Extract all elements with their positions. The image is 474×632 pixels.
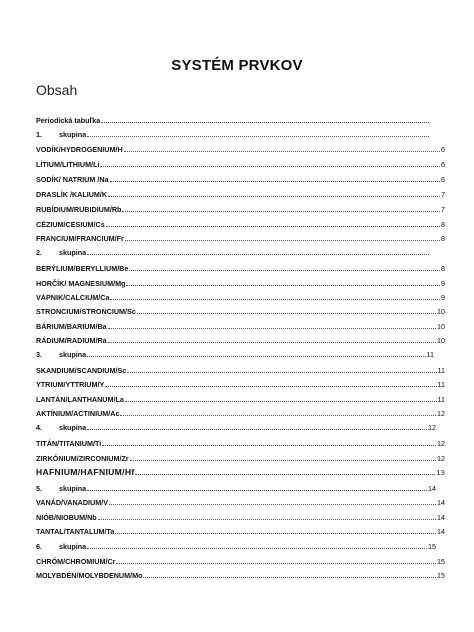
toc-leader-dots [143,570,436,578]
toc-page-number: 12 [428,423,436,432]
toc-item-row[interactable] [36,278,445,289]
toc-item-row[interactable] [36,497,445,508]
toc-item-row[interactable] [36,233,445,244]
toc-top-row[interactable] [36,115,430,126]
toc-entry-label: CHRÓM/CHROMIUM/Cr [36,557,116,566]
toc-leader-dots [129,263,440,271]
toc-leader-dots [109,497,436,505]
toc-page-number: 6 [441,175,445,184]
toc-page-number: 7 [441,205,445,214]
toc-page-number: 6 [441,145,445,154]
toc-leader-dots [102,438,436,446]
toc-leader-dots [125,233,440,241]
toc-entry-label: skupina [59,484,87,493]
toc-entry-label: skupina [59,350,87,359]
toc-page-number: 6 [441,160,445,169]
toc-entry-label: RUBÍDIUM/RUBIDIUM/Rb [36,205,122,214]
toc-leader-dots [100,159,440,167]
toc-entry-label: skupina [59,130,87,139]
toc-page-number: 14 [428,484,436,493]
toc-page-number: 7 [441,190,445,199]
toc-leader-dots [87,349,425,357]
toc-leader-dots [126,278,440,286]
toc-page-number: 15 [437,557,445,566]
toc-entry-label: ZIRKÓNIUM/ZIRCONIUM/Zr [36,454,129,463]
toc-page-number: 11 [437,395,445,404]
toc-entry-label: HAFNIUM/HAFNIUM/Hf [36,467,135,477]
toc-leader-dots [110,292,440,300]
toc-entry-label: SKANDIUM/SCANDIUM/Sc [36,366,127,375]
toc-item-row[interactable] [36,408,445,419]
toc-page-number: 8 [441,234,445,243]
toc-group-row[interactable] [36,483,436,494]
toc-page-number: 11 [437,366,445,375]
toc-entry-label: MOLYBDÉN/MOLYBDENUM/Mo [36,571,143,580]
toc-entry-label: VANÁD/VANADIUM/V [36,498,109,507]
toc-item-row[interactable] [36,379,445,390]
toc-leader-dots [108,189,440,197]
toc-entry-label: LANTÁN/LANTHANUM/La [36,395,124,404]
toc-entry-label: Periodická tabuľka [36,116,101,125]
toc-entry-label: VODÍK/HYDROGENIUM/H [36,145,123,154]
toc-page-number: 14 [437,498,445,507]
toc-item-row[interactable] [36,512,445,523]
toc-entry-label: skupina [59,423,87,432]
toc-group-row[interactable] [36,541,436,552]
toc-leader-dots [122,204,440,212]
toc-item-row[interactable] [36,263,445,274]
toc-item-row[interactable] [36,189,445,200]
toc-item-row[interactable] [36,438,445,449]
toc-leader-dots [87,247,429,255]
toc-page-number: 15 [437,571,445,580]
toc-group-number: 3. [36,350,42,359]
toc-entry-label: AKTÍNIUM/ACTINIUM/Ac [36,409,120,418]
toc-group-row[interactable] [36,349,434,360]
toc-leader-dots [130,453,436,461]
toc-leader-dots [127,365,436,373]
toc-item-row[interactable] [36,174,445,185]
toc-group-number: 1. [36,130,42,139]
toc-entry-label: BÁRIUM/BARIUM/Ba [36,322,107,331]
toc-leader-dots [120,408,436,416]
toc-page-number: 13 [436,468,445,477]
toc-item-row[interactable] [36,204,445,215]
toc-page-number: 8 [441,220,445,229]
toc-group-number: 4. [36,423,42,432]
toc-leader-dots [108,321,436,329]
toc-page-number: 10 [437,322,445,331]
toc-entry-label: LÍTIUM/LITHIUM/Li [36,160,100,169]
toc-item-row[interactable] [36,144,445,155]
toc-item-row[interactable] [36,394,445,405]
toc-group-row[interactable] [36,247,430,258]
toc-page-number: 9 [441,279,445,288]
toc-leader-dots [87,422,427,430]
toc-leader-dots [87,129,429,137]
toc-leader-dots [125,394,437,402]
toc-page-number: 11 [426,350,434,359]
toc-entry-label: HORČÍK/ MAGNESIUM/Mg [36,279,126,288]
toc-leader-dots [137,306,436,314]
toc-leader-dots [116,556,436,564]
toc-item-row[interactable] [36,570,445,581]
toc-item-row[interactable] [36,453,445,464]
toc-group-row[interactable] [36,422,436,433]
toc-page-number: 11 [437,380,445,389]
toc-entry-label: BERÝLIUM/BERYLLIUM/Be [36,264,129,273]
document-title: SYSTÉM PRVKOV [171,57,303,74]
toc-entry-label: YTRIUM/YTTRIUM/Y [36,380,105,389]
toc-item-row[interactable] [36,365,445,376]
toc-item-row[interactable] [36,219,445,230]
toc-page-number: 8 [441,264,445,273]
toc-item-row[interactable] [36,292,445,303]
toc-item-row[interactable] [36,335,445,346]
toc-entry-label: SODÍK/ NATRIUM /Na [36,175,109,184]
toc-page-number: 9 [441,293,445,302]
toc-page-number: 10 [437,336,445,345]
toc-page-number: 12 [437,454,445,463]
toc-item-row[interactable] [36,467,445,478]
toc-page-number: 12 [437,409,445,418]
toc-leader-dots [101,115,429,123]
toc-item-row[interactable] [36,526,445,537]
toc-leader-dots [105,379,436,387]
toc-leader-dots [115,526,436,534]
toc-leader-dots [110,174,440,182]
toc-page-number: 12 [437,439,445,448]
toc-leader-dots [108,335,436,343]
toc-entry-label: CÉZIUM/CESIUM/Cs [36,220,105,229]
contents-heading: Obsah [36,82,78,98]
toc-entry-label: FRANCIUM/FRANCIUM/Fr [36,234,124,243]
toc-page-number: 14 [437,527,445,536]
toc-leader-dots [87,483,427,491]
toc-group-number: 5. [36,484,42,493]
toc-group-number: 2. [36,248,42,257]
toc-leader-dots [124,144,440,152]
toc-page-number: 15 [428,542,436,551]
toc-entry-label: skupina [59,542,87,551]
toc-entry-label: STRONCIUM/STRONCIUM/Sc [36,307,136,316]
toc-leader-dots [135,467,435,475]
toc-entry-label: NIÓB/NIOBUM/Nb [36,513,97,522]
toc-entry-label: TANTAL/TANTALUM/Ta [36,527,115,536]
toc-page-number: 10 [437,307,445,316]
toc-entry-label: VÁPNIK/CALCIUM/Ca [36,293,110,302]
toc-entry-label: skupina [59,248,87,257]
toc-page-number: 14 [437,513,445,522]
toc-leader-dots [87,541,427,549]
toc-entry-label: DRASLÍK /KALIUM/K [36,190,108,199]
toc-leader-dots [98,512,436,520]
toc-item-row[interactable] [36,306,445,317]
toc-entry-label: TITÁN/TITANIUM/Ti [36,439,102,448]
toc-item-row[interactable] [36,556,445,567]
toc-item-row[interactable] [36,159,445,170]
toc-leader-dots [106,219,440,227]
toc-entry-label: RÁDIUM/RADIUM/Ra [36,336,107,345]
toc-item-row[interactable] [36,321,445,332]
toc-group-number: 6. [36,542,42,551]
toc-group-row[interactable] [36,129,430,140]
